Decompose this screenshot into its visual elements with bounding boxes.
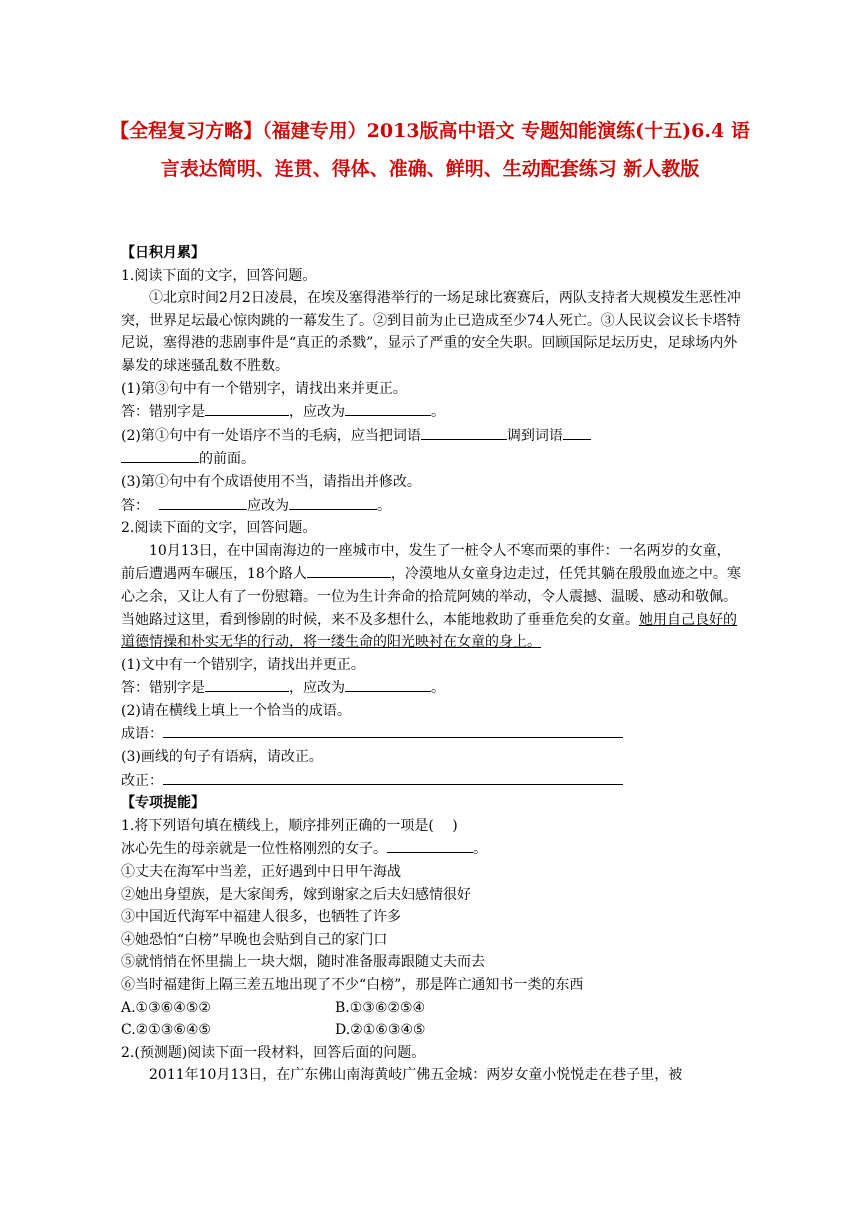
q3-item: ④她恐怕“白榜”早晚也会贴到自己的家门口 (121, 931, 388, 948)
q2-sub2: (2)请在横线上填上一个恰当的成语。 (121, 702, 351, 719)
underlined-sentence: 她用自己良好的道德情操和朴实无华的行动，将一缕生命的阳光映衬在女童的身上。 (121, 611, 737, 651)
q1-prompt: 1.阅读下面的文字，回答问题。 (121, 267, 317, 284)
option-b[interactable]: B.①③⑥②⑤④ (335, 999, 426, 1016)
q2-sub1: (1)文中有一个错别字，请找出并更正。 (121, 656, 365, 673)
q3-options-row (121, 997, 741, 1020)
answer-blank[interactable] (563, 424, 591, 440)
answer-blank[interactable] (205, 400, 289, 416)
q2-prompt: 2.阅读下面的文字，回答问题。 (121, 520, 317, 537)
q3-item: ⑥当时福建街上隔三差五地出现了不少“白榜”，那是阵亡通知书一类的东西 (121, 977, 584, 993)
answer-blank[interactable] (345, 400, 431, 416)
q3-item: ①丈夫在海军中当差，正好遇到中日甲午海战 (121, 864, 401, 881)
option-a[interactable]: A.①③⑥④⑤② (121, 999, 211, 1016)
q3-options-row (121, 1019, 741, 1042)
q1-answer3: 答： 应改为 。 (121, 494, 741, 518)
q2-answer1: 答：错别字是 ，应改为 。 (121, 676, 741, 700)
answer-blank[interactable] (345, 676, 431, 692)
q3-item: ③中国近代海军中福建人很多，也牺牲了许多 (121, 909, 401, 926)
q2-passage: 10月13日，在中国南海边的一座城市中，发生了一桩令人不寒而栗的事件：一名两岁的女童，前后遭遇两车碾压，18个路人 ，冷漠地从女童身边走过，任凭其躺在殷殷血迹之中。寒心之余，又让人有了一份慰籍。一位为生计奔命的拾荒阿姨的举动，令人震撼、温暖、感动和敬佩。当她路过这里，看到惨剧的时候，来不及多想什么，本能地救助了垂垂危矣的女童。她用自己良好的道德情操和朴实无华的行动，将一缕生命的阳光映衬在女童的身上。 (121, 542, 741, 651)
q2-sub3: (3)画线的句子有语病，请改正。 (121, 749, 323, 766)
q2-answer3: 改正： (121, 769, 741, 793)
q1-answer1: 答：错别字是 ，应改为 。 (121, 400, 741, 424)
q1-sub1: (1)第③句中有一个错别字，请找出来并更正。 (121, 380, 407, 397)
q1-sub2: (2)第①句中有一处语序不当的毛病，应当把词语 调到词语 的前面。 (121, 424, 741, 471)
answer-blank[interactable] (159, 494, 247, 510)
q1-sub3: (3)第①句中有个成语使用不当，请指出并修改。 (121, 473, 421, 490)
option-c[interactable]: C.②①③⑥④⑤ (121, 1022, 211, 1039)
answer-blank[interactable] (387, 837, 473, 853)
q2-answer2: 成语： (121, 722, 741, 746)
answer-blank[interactable] (121, 447, 199, 463)
section-header-skills: 【专项提能】 (121, 795, 205, 812)
q1-passage: ①北京时间2月2日凌晨，在埃及塞得港举行的一场足球比赛赛后，两队支持者大规模发生恶性冲突，世界足坛最心惊肉跳的一幕发生了。②到目前为止已造成至少74人死亡。③人民议会议长卡塔特尼说，塞得港的悲剧事件是“真正的杀戮”，显示了严重的安全失职。回顾国际足坛历史，足球场内外暴发的球迷骚乱数不胜数。 (121, 290, 741, 374)
q4-prompt: 2.(预测题)阅读下面一段材料，回答后面的问题。 (121, 1044, 426, 1061)
answer-blank[interactable] (289, 494, 377, 510)
option-d[interactable]: D.②①⑥③④⑤ (335, 1022, 426, 1039)
answer-blank[interactable] (205, 676, 289, 692)
section-header-daily: 【日积月累】 (121, 245, 205, 261)
answer-blank[interactable] (307, 562, 391, 578)
q3-prompt: 1.将下列语句填在横线上，顺序排列正确的一项是( ) (121, 817, 458, 834)
document-body (121, 242, 741, 1087)
answer-line[interactable] (163, 722, 623, 738)
answer-blank[interactable] (421, 424, 507, 440)
document-title: 【全程复习方略】（福建专用）2013版高中语文 专题知能演练(十五)6.4 语言表达简明、连贯、得体、准确、鲜明、生动配套练习 新人教版 (110, 120, 750, 180)
q3-stem: 冰心先生的母亲就是一位性格刚烈的女子。 。 (121, 837, 741, 861)
q3-item: ②她出身望族，是大家闺秀，嫁到谢家之后夫妇感情很好 (121, 886, 471, 903)
answer-line[interactable] (163, 769, 623, 785)
q4-passage: 2011年10月13日，在广东佛山南海黄岐广佛五金城：两岁女童小悦悦走在巷子里，被 (149, 1067, 683, 1084)
q3-item: ⑤就悄悄在怀里揣上一块大烟，随时准备服毒跟随丈夫而去 (121, 954, 485, 971)
